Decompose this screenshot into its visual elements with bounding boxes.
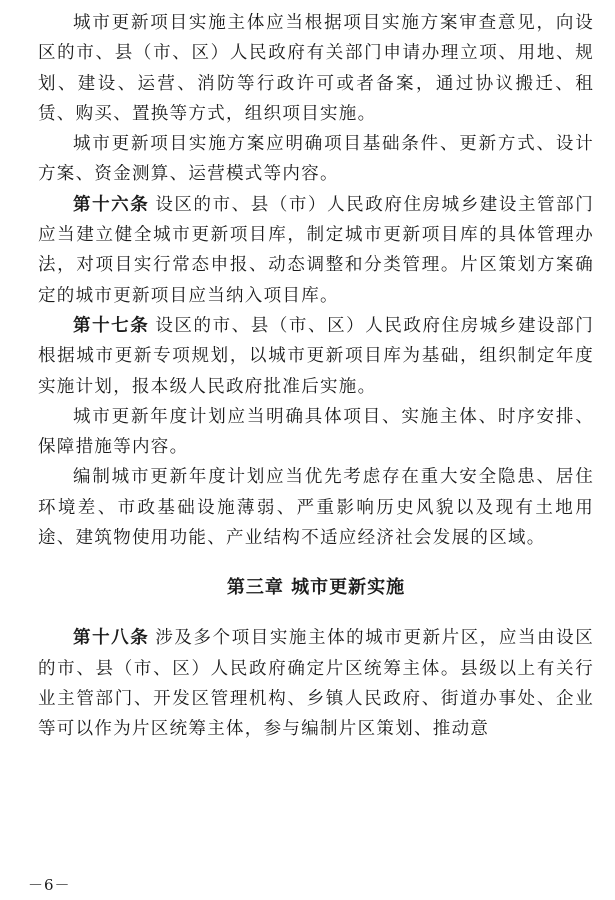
paragraph bbox=[38, 402, 594, 463]
paragraph-text: 编制城市更新年度计划应当优先考虑存在重大安全隐患、居住环境差、市政基础设施薄弱、严重影响历史风貌以及现有土地用途、建筑物使用功能、产业结构不适应经济社会发展的区域。 bbox=[38, 467, 594, 549]
paragraph-text: 涉及多个项目实施主体的城市更新片区，应当由设区的市、县（市、区）人民政府确定片区统筹主体。县级以上有关行业主管部门、开发区管理机构、乡镇人民政府、街道办事处、企业等可以作为片区统筹主体，参与编制片区策划、推动意 bbox=[38, 628, 594, 740]
paragraph-group-bottom bbox=[38, 623, 594, 744]
article-number: 第十六条 bbox=[73, 194, 150, 215]
page-number: －6－ bbox=[28, 876, 71, 894]
paragraph bbox=[38, 311, 594, 402]
paragraph bbox=[38, 8, 594, 129]
paragraph-group-top bbox=[38, 8, 594, 553]
article-number: 第十七条 bbox=[73, 315, 150, 336]
paragraph-text: 城市更新项目实施主体应当根据项目实施方案审查意见，向设区的市、县（市、区）人民政府有关部门申请办理立项、用地、规划、建设、运营、消防等行政许可或者备案，通过协议搬迁、租赁、购买、置换等方式，组织项目实施。 bbox=[38, 13, 594, 124]
chapter-heading: 第三章 城市更新实施 bbox=[226, 577, 406, 599]
paragraph bbox=[38, 190, 594, 311]
paragraph bbox=[38, 623, 594, 744]
article-number: 第十八条 bbox=[73, 628, 150, 649]
page-content bbox=[38, 8, 594, 745]
paragraph-text: 城市更新项目实施方案应明确项目基础条件、更新方式、设计方案、资金测算、运营模式等内容。 bbox=[38, 134, 594, 185]
paragraph bbox=[38, 129, 594, 190]
paragraph-text: 设区的市、县（市、区）人民政府住房城乡建设部门根据城市更新专项规划，以城市更新项目库为基础，组织制定年度实施计划，报本级人民政府批准后实施。 bbox=[38, 315, 594, 397]
paragraph bbox=[38, 462, 594, 553]
paragraph-text: 设区的市、县（市）人民政府住房城乡建设主管部门应当建立健全城市更新项目库，制定城市更新项目库的具体管理办法，对项目实行常态申报、动态调整和分类管理。片区策划方案确定的城市更新项目应当纳入项目库。 bbox=[38, 194, 594, 306]
paragraph-text: 城市更新年度计划应当明确具体项目、实施主体、时序安排、保障措施等内容。 bbox=[38, 406, 594, 458]
